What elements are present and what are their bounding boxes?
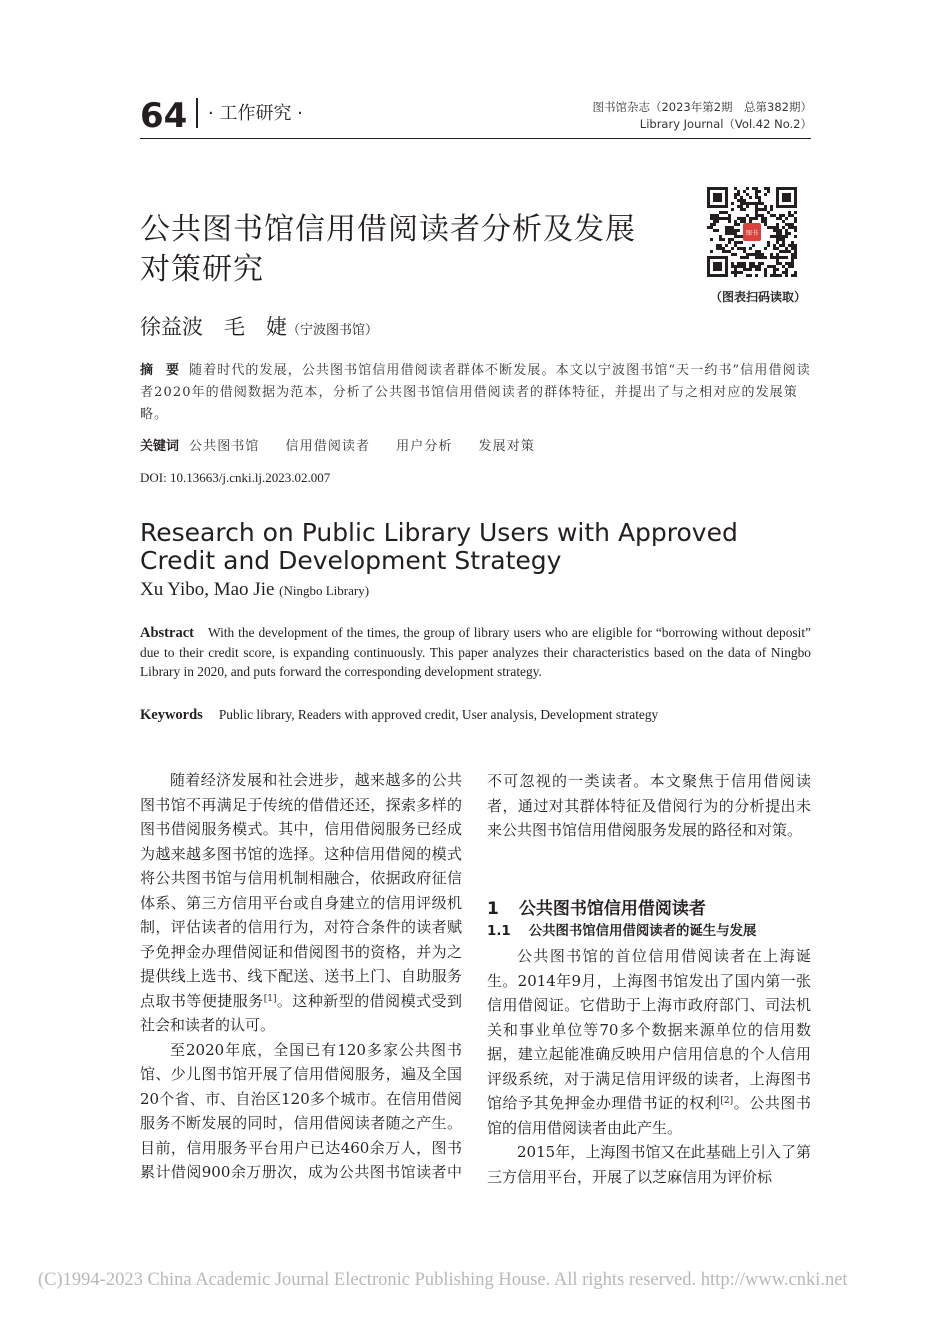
keywords-en-label: Keywords <box>140 707 203 723</box>
keywords-en <box>140 705 811 725</box>
body-paragraph <box>140 768 462 1038</box>
affiliation-en: (Ningbo Library) <box>279 583 370 598</box>
section-heading-1-1 <box>487 922 811 942</box>
journal-info-en: Library Journal（Vol.42 No.2） <box>639 117 812 131</box>
affiliation-cn: （宁波图书馆） <box>287 323 379 338</box>
svg-text:图书: 图书 <box>745 230 759 237</box>
section-title: 公共图书馆信用借阅读者 <box>518 899 706 919</box>
copyright-footer: (C)1994-2023 China Academic Journal Electronic Publishing House. All rights reserved. http://www.cnki.net <box>38 1270 848 1290</box>
keywords-cn <box>140 436 811 458</box>
keyword-cn: 信用借阅读者 <box>285 439 371 454</box>
authors-en <box>140 578 369 603</box>
abstract-cn <box>140 360 811 426</box>
abstract-cn-label: 摘 要 <box>140 363 180 378</box>
doi[interactable]: DOI: 10.13663/j.cnki.lj.2023.02.007 <box>140 470 331 485</box>
reference-marker[interactable]: [2] <box>720 1096 734 1106</box>
header-divider-bar <box>196 98 198 128</box>
keyword-cn: 发展对策 <box>478 439 535 454</box>
authors-cn <box>140 314 378 344</box>
body-text: 。这种新型的借阅模式受到社会和读者的认可。 <box>140 991 462 1034</box>
journal-info-cn: 图书馆杂志（2023年第2期 总第382期） <box>592 100 812 114</box>
subsection-number: 1.1 <box>487 924 511 939</box>
body-column-left <box>140 768 462 1184</box>
section-label: · 工作研究 · <box>208 103 303 124</box>
abstract-en-text: With the development of the times, the group of library users who are eligible for “borrowing without deposit” due to their credit score, is expanding continuously. This paper analyzes their characteristics based on the data of Ningbo Library in 2020, and puts forward the corresponding development strategy. <box>140 625 811 679</box>
reference-marker[interactable]: [1] <box>263 993 277 1004</box>
author-names-cn: 徐益波 毛 婕 <box>140 315 287 339</box>
article-title-cn: 公共图书馆信用借阅读者分析及发展对策研究 <box>140 212 636 287</box>
section-number: 1 <box>487 899 499 919</box>
header-rule <box>140 138 811 139</box>
abstract-en <box>140 623 811 681</box>
author-names-en: Xu Yibo, Mao Jie <box>140 579 275 600</box>
qr-code-icon[interactable] <box>707 187 797 277</box>
subsection-title: 公共图书馆信用借阅读者的诞生与发展 <box>528 924 757 939</box>
keyword-cn: 用户分析 <box>396 439 453 454</box>
body-paragraph <box>487 944 811 1140</box>
body-text: 不可忽视的一类读者。本文聚焦于信用借阅读者，通过对其群体特征及借阅行为的分析提出未来公共图书馆信用借阅服务发展的路径和对策。 <box>487 772 811 839</box>
article-title-en: Research on Public Library Users with Approved Credit and Development Strategy <box>140 518 738 575</box>
body-paragraph <box>140 1038 462 1184</box>
page-number: 64 <box>140 96 188 136</box>
qr-caption: （图表扫码读取） <box>709 290 806 304</box>
abstract-en-label: Abstract <box>140 625 194 641</box>
section-heading-1 <box>487 896 811 922</box>
body-text: 至2020年底，全国已有120多家公共图书馆、少儿图书馆开展了信用借阅服务，遍及全国20个省、市、自治区120多个城市。在信用借阅服务不断发展的同时，信用借阅读者随之产生。目前，信用服务平台用户已达460余万人，图书累计借阅900余万册次，成为公共图书馆读者中 <box>140 1040 462 1181</box>
keyword-cn: 公共图书馆 <box>189 439 260 454</box>
body-paragraph <box>487 1140 811 1189</box>
body-text: 随着经济发展和社会进步，越来越多的公共图书馆不再满足于传统的借借还还，探索多样的图书借阅服务模式。其中，信用借阅服务已经成为越来越多图书馆的选择。这种信用借阅的模式将公共图书馆与信用机制相融合，依据政府征信体系、第三方信用平台或自身建立的信用评级机制，评估读者的信用行为，对符合条件的读者赋予免押金办理借阅证和借阅图书的资格，并为之提供线上选书、线下配送、送书上门、自助服务点取书等便捷服务 <box>140 771 462 1010</box>
body-text: 。公共图书馆的信用借阅读者由此产生。 <box>487 1094 811 1137</box>
body-column-right <box>487 768 811 1189</box>
body-text: 公共图书馆的首位信用借阅读者在上海诞生。2014年9月，上海图书馆发出了国内第一张信用借阅证。它借助于上海市政府部门、司法机关和事业单位等70多个数据来源单位的信用数据，建立起能准确反映用户信用信息的个人信用评级系统，对于满足信用评级的读者，上海图书馆给予其免押金办理借书证的权利 <box>487 947 811 1112</box>
body-text: 2015年，上海图书馆又在此基础上引入了第三方信用平台，开展了以芝麻信用为评价标 <box>487 1143 811 1186</box>
abstract-cn-text: 随着时代的发展，公共图书馆信用借阅读者群体不断发展。本文以宁波图书馆“天一约书”信用借阅读者2020年的借阅数据为范本，分析了公共图书馆信用借阅读者的群体特征，并提出了与之相对应的发展策略。 <box>140 363 811 422</box>
keywords-en-text: Public library, Readers with approved credit, User analysis, Development strategy <box>218 707 659 722</box>
body-paragraph-continued <box>487 768 811 866</box>
keywords-cn-label: 关键词 <box>140 439 180 454</box>
